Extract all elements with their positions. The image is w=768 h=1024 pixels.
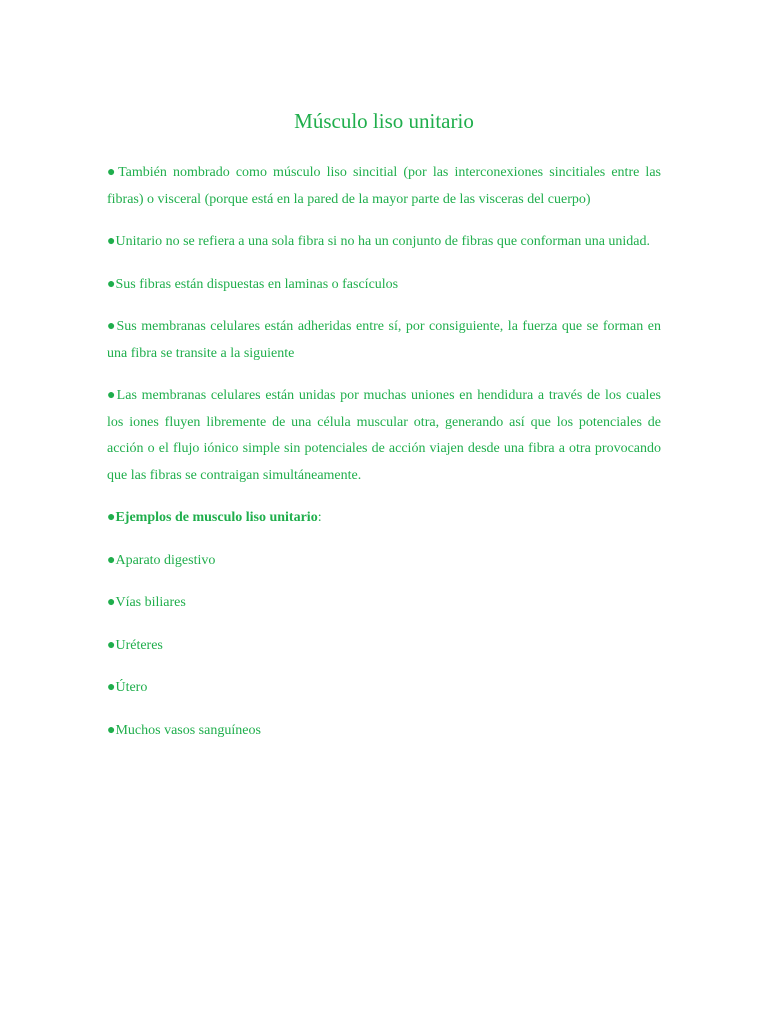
list-item: ●Muchos vasos sanguíneos bbox=[107, 722, 261, 738]
paragraph-definition: ●También nombrado como músculo liso sincitial (por las interconexiones sincitiales entre las fibras) o visceral (porque está en la pared de la mayor parte de las visceras del cuerpo) bbox=[107, 165, 661, 207]
list-item: ●Uréteres bbox=[107, 637, 163, 653]
paragraph-uniones: ●Las membranas celulares están unidas por muchas uniones en hendidura a través de los cuales los iones fluyen libremente de una célula muscular otra, generando así que los potenciales de acción o el flujo iónico simple sin potenciales de acción viajen desde una fibra a otra provocando que las fibras se contraigan simultáneamente. bbox=[107, 388, 661, 483]
document-title: Músculo liso unitario bbox=[294, 109, 474, 133]
list-item: ●Útero bbox=[107, 680, 148, 695]
list-item: ●Aparato digestivo bbox=[107, 552, 216, 568]
document-body bbox=[107, 160, 661, 760]
paragraph-fibras: ●Sus fibras están dispuestas en laminas o fascículos bbox=[107, 276, 399, 292]
paragraph-membranas: ●Sus membranas celulares están adheridas entre sí, por consiguiente, la fuerza que se forman en una fibra se transite a la siguiente bbox=[107, 319, 661, 361]
paragraph-unitario: ●Unitario no se refiera a una sola fibra si no ha un conjunto de fibras que conforman una unidad. bbox=[107, 234, 651, 249]
examples-heading-suffix: : bbox=[317, 510, 322, 525]
examples-heading: ●Ejemplos de musculo liso unitario bbox=[107, 510, 318, 525]
examples-heading-line bbox=[107, 505, 661, 532]
list-item: ●Vías biliares bbox=[107, 595, 186, 610]
